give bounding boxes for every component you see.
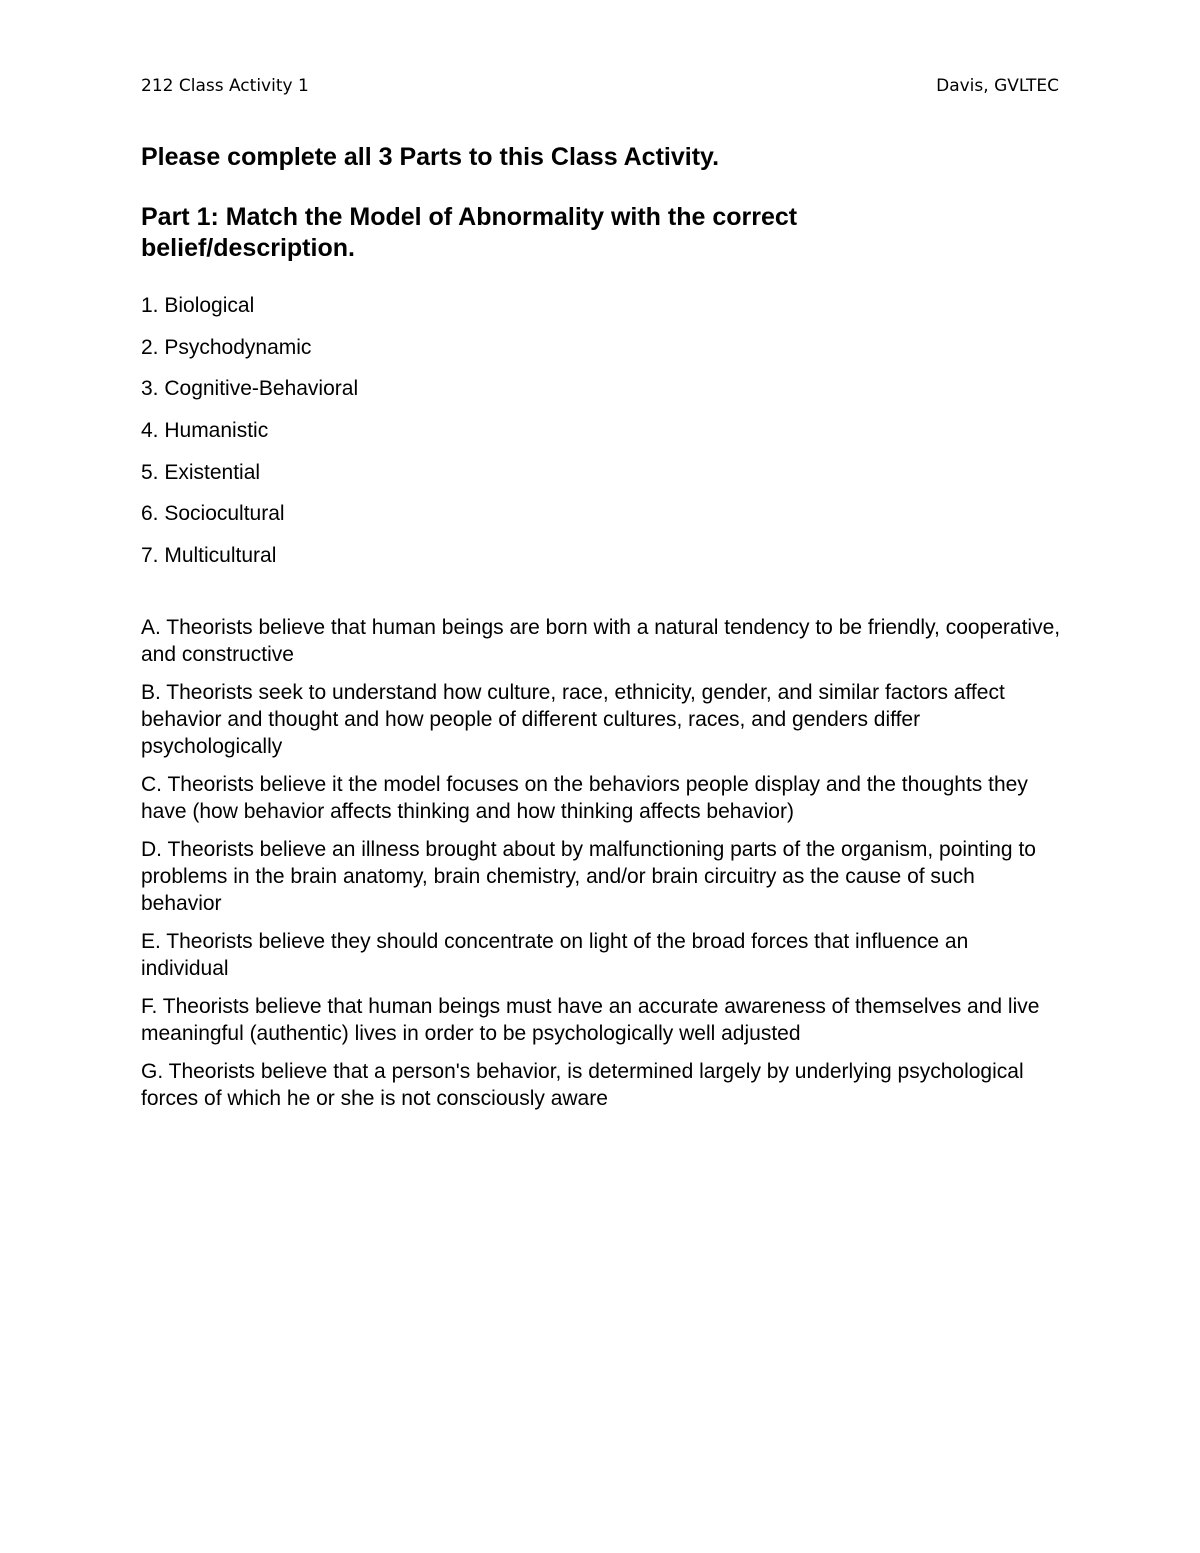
description-item: C. Theorists believe it the model focuses on the behaviors people display and the thoughts they have (how behavior affects thinking and how thinking affects behavior) (141, 773, 1028, 823)
description-item: A. Theorists believe that human beings are born with a natural tendency to be friendly, cooperative, and constructive (141, 616, 1061, 666)
model-item: 7. Multicultural (141, 544, 277, 568)
model-item: 5. Existential (141, 460, 261, 484)
description-list (141, 614, 1061, 1123)
model-list (141, 292, 358, 584)
model-item: 1. Biological (141, 294, 255, 317)
description-item: F. Theorists believe that human beings must have an accurate awareness of themselves and live meaningful (authentic) lives in order to be psychologically well adjusted (141, 995, 1040, 1045)
description-item: D. Theorists believe an illness brought about by malfunctioning parts of the organism, pointing to problems in the brain anatomy, brain chemistry, and/or brain circuitry as the cause of such behavior (141, 838, 1036, 915)
model-item: 3. Cognitive-Behavioral (141, 377, 359, 401)
description-item: G. Theorists believe that a person's behavior, is determined largely by underlying psychological forces of which he or she is not consciously aware (141, 1060, 1024, 1110)
description-item: E. Theorists believe they should concentrate on light of the broad forces that influence an individual (141, 930, 969, 980)
model-item: 4. Humanistic (141, 419, 269, 443)
model-item: 2. Psychodynamic (141, 335, 312, 359)
page-title: Please complete all 3 Parts to this Class Activity. (141, 143, 720, 171)
header-author: Davis, GVLTEC (936, 76, 1059, 96)
model-item: 6. Sociocultural (141, 502, 285, 526)
description-item: B. Theorists seek to understand how culture, race, ethnicity, gender, and similar factors affect behavior and thought and how people of different cultures, races, and genders differ psychologically (141, 681, 1005, 758)
header-course-title: 212 Class Activity 1 (141, 76, 309, 96)
part-1-heading: Part 1: Match the Model of Abnormality with the correct belief/description. (141, 203, 798, 262)
